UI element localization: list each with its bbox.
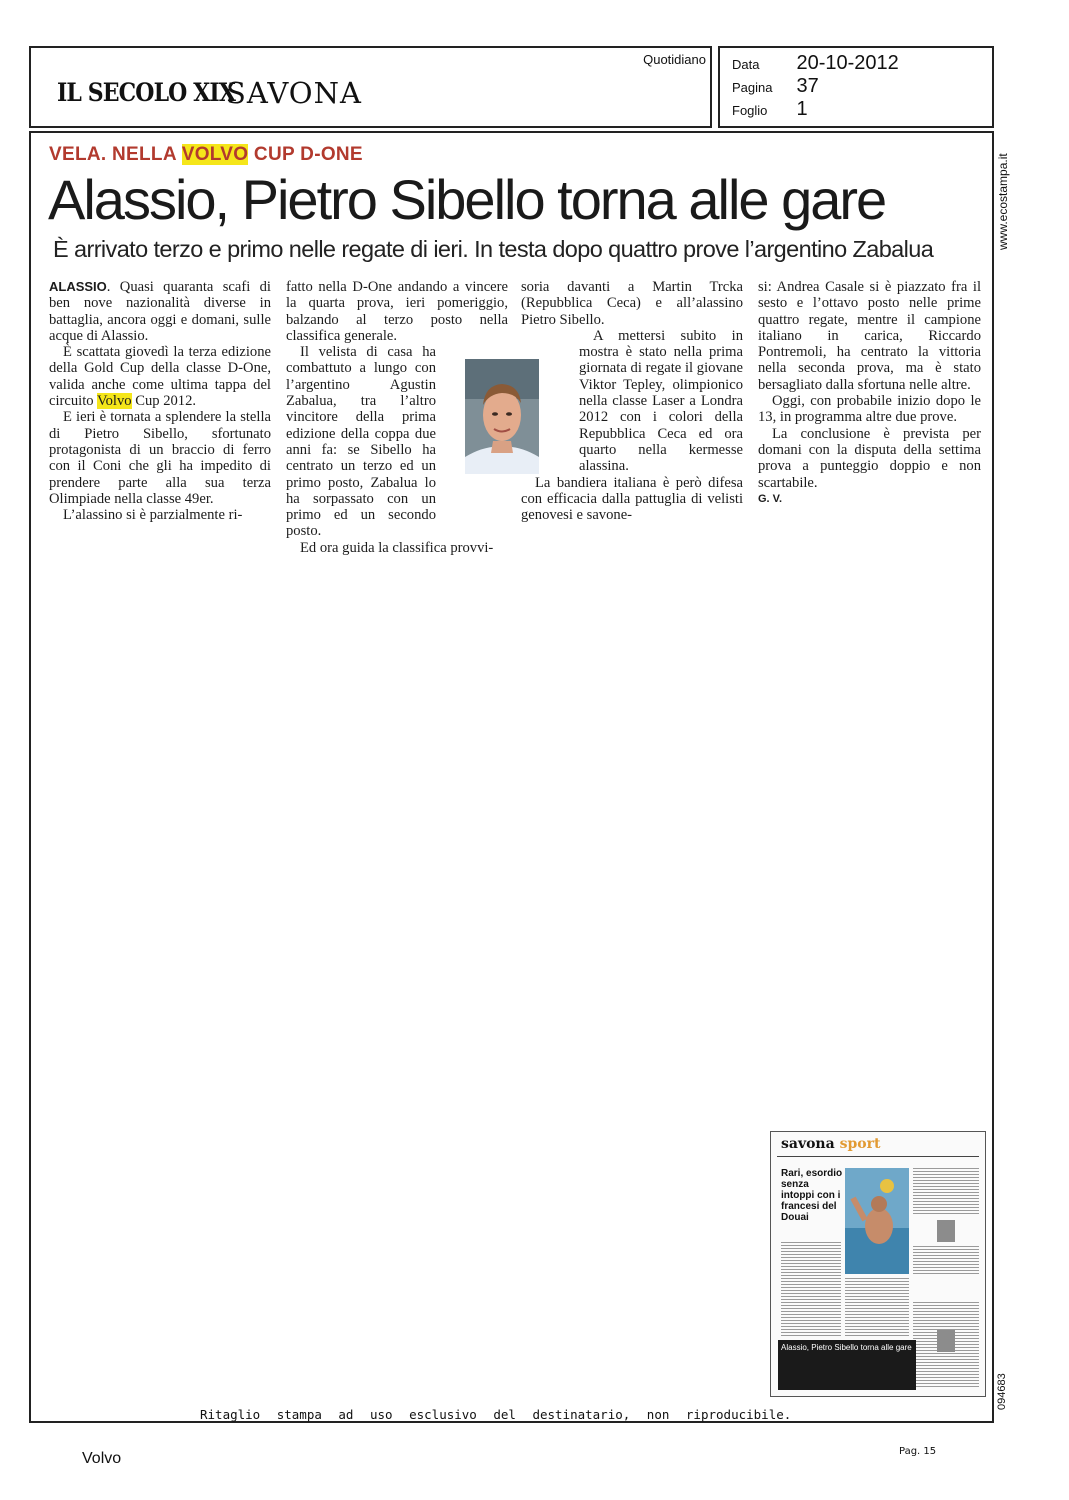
clipping-notice: Ritaglio stampa ad uso esclusivo del destinatario, non riproducibile. [200, 1407, 792, 1422]
article-kicker [49, 144, 363, 166]
footer-page-number: Pag. 15 [899, 1446, 937, 1457]
kicker-highlight: VOLVO [181, 144, 249, 165]
paragraph-text: Il velista di casa ha combattuto a lungo con l’argentino Agustin Zabalua, tra l’altro vincitore della prima edizione della coppa due anni fa: se Sibello ha centrato un terzo ed un primo posto, Zabalua lo ha sorpassato con un primo ed un secondo posto. [286, 344, 436, 540]
paragraph: si: Andrea Casale si è piazzato fra il sesto e l’ottavo posto nelle prime quattro regate, mentre il campione italiano in carica, Riccardo Pontremoli, ha centrato la vittoria nella seconda prova, ma è stato bersagliato dalla sfortuna nelle altre. [758, 279, 981, 393]
paragraph: La bandiera italiana è però difesa con efficacia dalla pattuglia di velisti genovesi e savone- [521, 474, 743, 524]
keyword-highlight: Volvo [96, 393, 132, 410]
portrait-image [465, 359, 539, 474]
article-subheadline: È arrivato terzo e primo nelle regate di ieri. In testa dopo quattro prove l’argentino Zabalua [53, 236, 934, 262]
article-column-1 [49, 279, 271, 523]
article-headline: Alassio, Pietro Sibello torna alle gare [48, 168, 886, 231]
thumbnail-text-block [913, 1168, 979, 1216]
paragraph: L’alassino si è parzialmente ri- [63, 507, 243, 524]
paragraph: Ed ora guida la classifica provvi- [300, 539, 494, 556]
paragraph: soria davanti a Martin Trcka (Repubblica Ceca) e all’alassino Pietro Sibello. [521, 279, 743, 328]
clipping-code: 094683 [996, 1373, 1008, 1410]
kicker-text-end: CUP D-ONE [248, 144, 363, 165]
paragraph: E ieri è tornata a splendere la stella di Pietro Sibello, sfortunato protagonista di un braccio di ferro con il Coni che gli ha impedito di prendere parte alla sua terza Olimpiade nella classe 49er. [49, 409, 271, 507]
thumbnail-article-box [778, 1340, 916, 1390]
thumbnail-article-headline: Alassio, Pietro Sibello torna alle gare [781, 1343, 912, 1352]
footer-topic: Volvo [82, 1450, 122, 1467]
page-label: Pagina [732, 80, 773, 95]
edition-name: SAVONA [226, 76, 362, 110]
metadata-box [718, 46, 994, 128]
masthead-box [29, 46, 712, 128]
author-signature: G. V. [758, 492, 783, 505]
paragraph-text-end: Cup 2012. [131, 393, 197, 410]
sheet-label: Foglio [732, 103, 768, 118]
paragraph-text: È scattata giovedì la terza edizione della Gold Cup della classe D-One, valida anche come ultima tappa del circuito [49, 344, 271, 410]
paragraph: La conclusione è prevista per domani con la disputa della settima prova a punteggio doppio e non scartabile. [758, 425, 981, 491]
thumbnail-text-block [845, 1278, 909, 1336]
newspaper-name: IL SECOLO XIX [57, 78, 236, 107]
page-row [732, 75, 819, 98]
date-value: 20-10-2012 [796, 52, 899, 74]
paragraph [49, 344, 271, 409]
thumbnail-title: savona [781, 1136, 835, 1152]
paragraph: Oggi, con probabile inizio dopo le 13, in programma altre due prove. [758, 393, 981, 426]
date-label: Data [732, 57, 760, 72]
page-value: 37 [796, 75, 819, 97]
sheet-row [732, 98, 808, 121]
article-clipping [29, 131, 994, 1423]
thumbnail-text-block [913, 1246, 979, 1274]
article-column-4 [758, 279, 981, 507]
date-row [732, 52, 899, 75]
dateline: ALASSIO [49, 279, 107, 294]
thumbnail-masthead [781, 1136, 880, 1152]
thumbnail-photo [845, 1168, 909, 1274]
agency-url: www.ecostampa.it [996, 153, 1010, 250]
article-column-3 [521, 279, 743, 523]
thumbnail-section: sport [839, 1136, 881, 1152]
sheet-value: 1 [796, 98, 808, 120]
thumbnail-portrait [937, 1220, 955, 1242]
paragraph: . Quasi quaranta scafi di ben nove nazionalità diverse in battaglia, ancora oggi e domani, sulle acque di Alassio. [49, 279, 271, 344]
thumbnail-portrait [937, 1330, 955, 1352]
page-thumbnail [770, 1131, 986, 1397]
kicker-text: VELA. NELLA [49, 144, 182, 165]
paragraph: A mettersi subito in mostra è stato nella prima giornata di regate il giovane Viktor Tepley, olimpionico nella classe Laser a Londra 2012 con i colori della Repubblica Ceca ed ora quarto nella kermesse alassina. [579, 327, 743, 475]
paragraph: fatto nella D-One andando a vincere la quarta prova, ieri pomeriggio, balzando al terzo posto nella classifica generale. [286, 279, 508, 344]
periodicity: Quotidiano [643, 52, 706, 67]
thumbnail-lead-headline: Rari, esordio senza intoppi con i francesi del Douai [781, 1168, 843, 1223]
thumbnail-text-block [781, 1242, 841, 1337]
portrait-photo [465, 359, 539, 474]
